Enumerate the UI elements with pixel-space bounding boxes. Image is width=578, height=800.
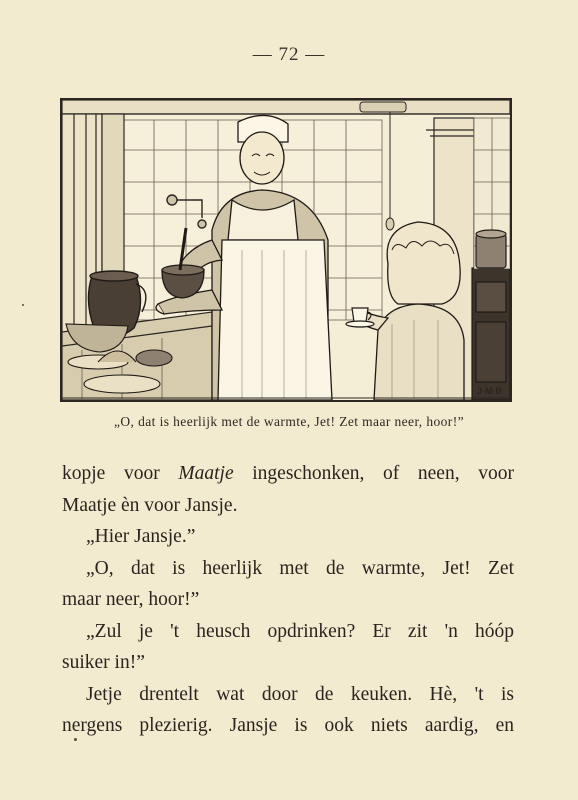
- line-1-before: kopje voor: [62, 463, 179, 484]
- text-line-8: Jetje drentelt wat door de keuken. Hè, 't is: [86, 683, 514, 705]
- text-line-5: maar neer, hoor!”: [62, 589, 200, 610]
- paper-speck: [22, 304, 24, 306]
- text-line-3: „Hier Jansje.”: [86, 526, 196, 547]
- shelf-beam: [62, 100, 510, 114]
- line-1-after: ingeschonken, of neen, voor: [233, 463, 514, 484]
- page-number: — 72 —: [252, 44, 326, 65]
- text-line-9: nergens plezierig. Jansje is ook niets aardig, en: [62, 715, 514, 736]
- text-line-7: suiker in!”: [62, 652, 145, 673]
- text-line-1: [62, 458, 514, 490]
- paper-speck: [74, 738, 77, 741]
- kettle-icon: [476, 230, 506, 268]
- text-line-4: „O, dat is heerlijk met de warmte, Jet! Zet: [86, 557, 514, 579]
- illustration-caption: „O, dat is heerlijk met de warmte, Jet! Zet maar neer, hoor!”: [114, 414, 464, 429]
- illustrator-monogram: J·M·B: [477, 386, 502, 396]
- stove: [472, 268, 510, 400]
- text-line-6: „Zul je 't heusch opdrinken? Er zit 'n hóóp: [86, 620, 514, 642]
- body-text: [62, 458, 514, 742]
- text-line-2: Maatje èn voor Jansje.: [62, 494, 238, 516]
- line-1-italic: Maatje: [178, 463, 234, 484]
- kitchen-illustration: [60, 98, 512, 402]
